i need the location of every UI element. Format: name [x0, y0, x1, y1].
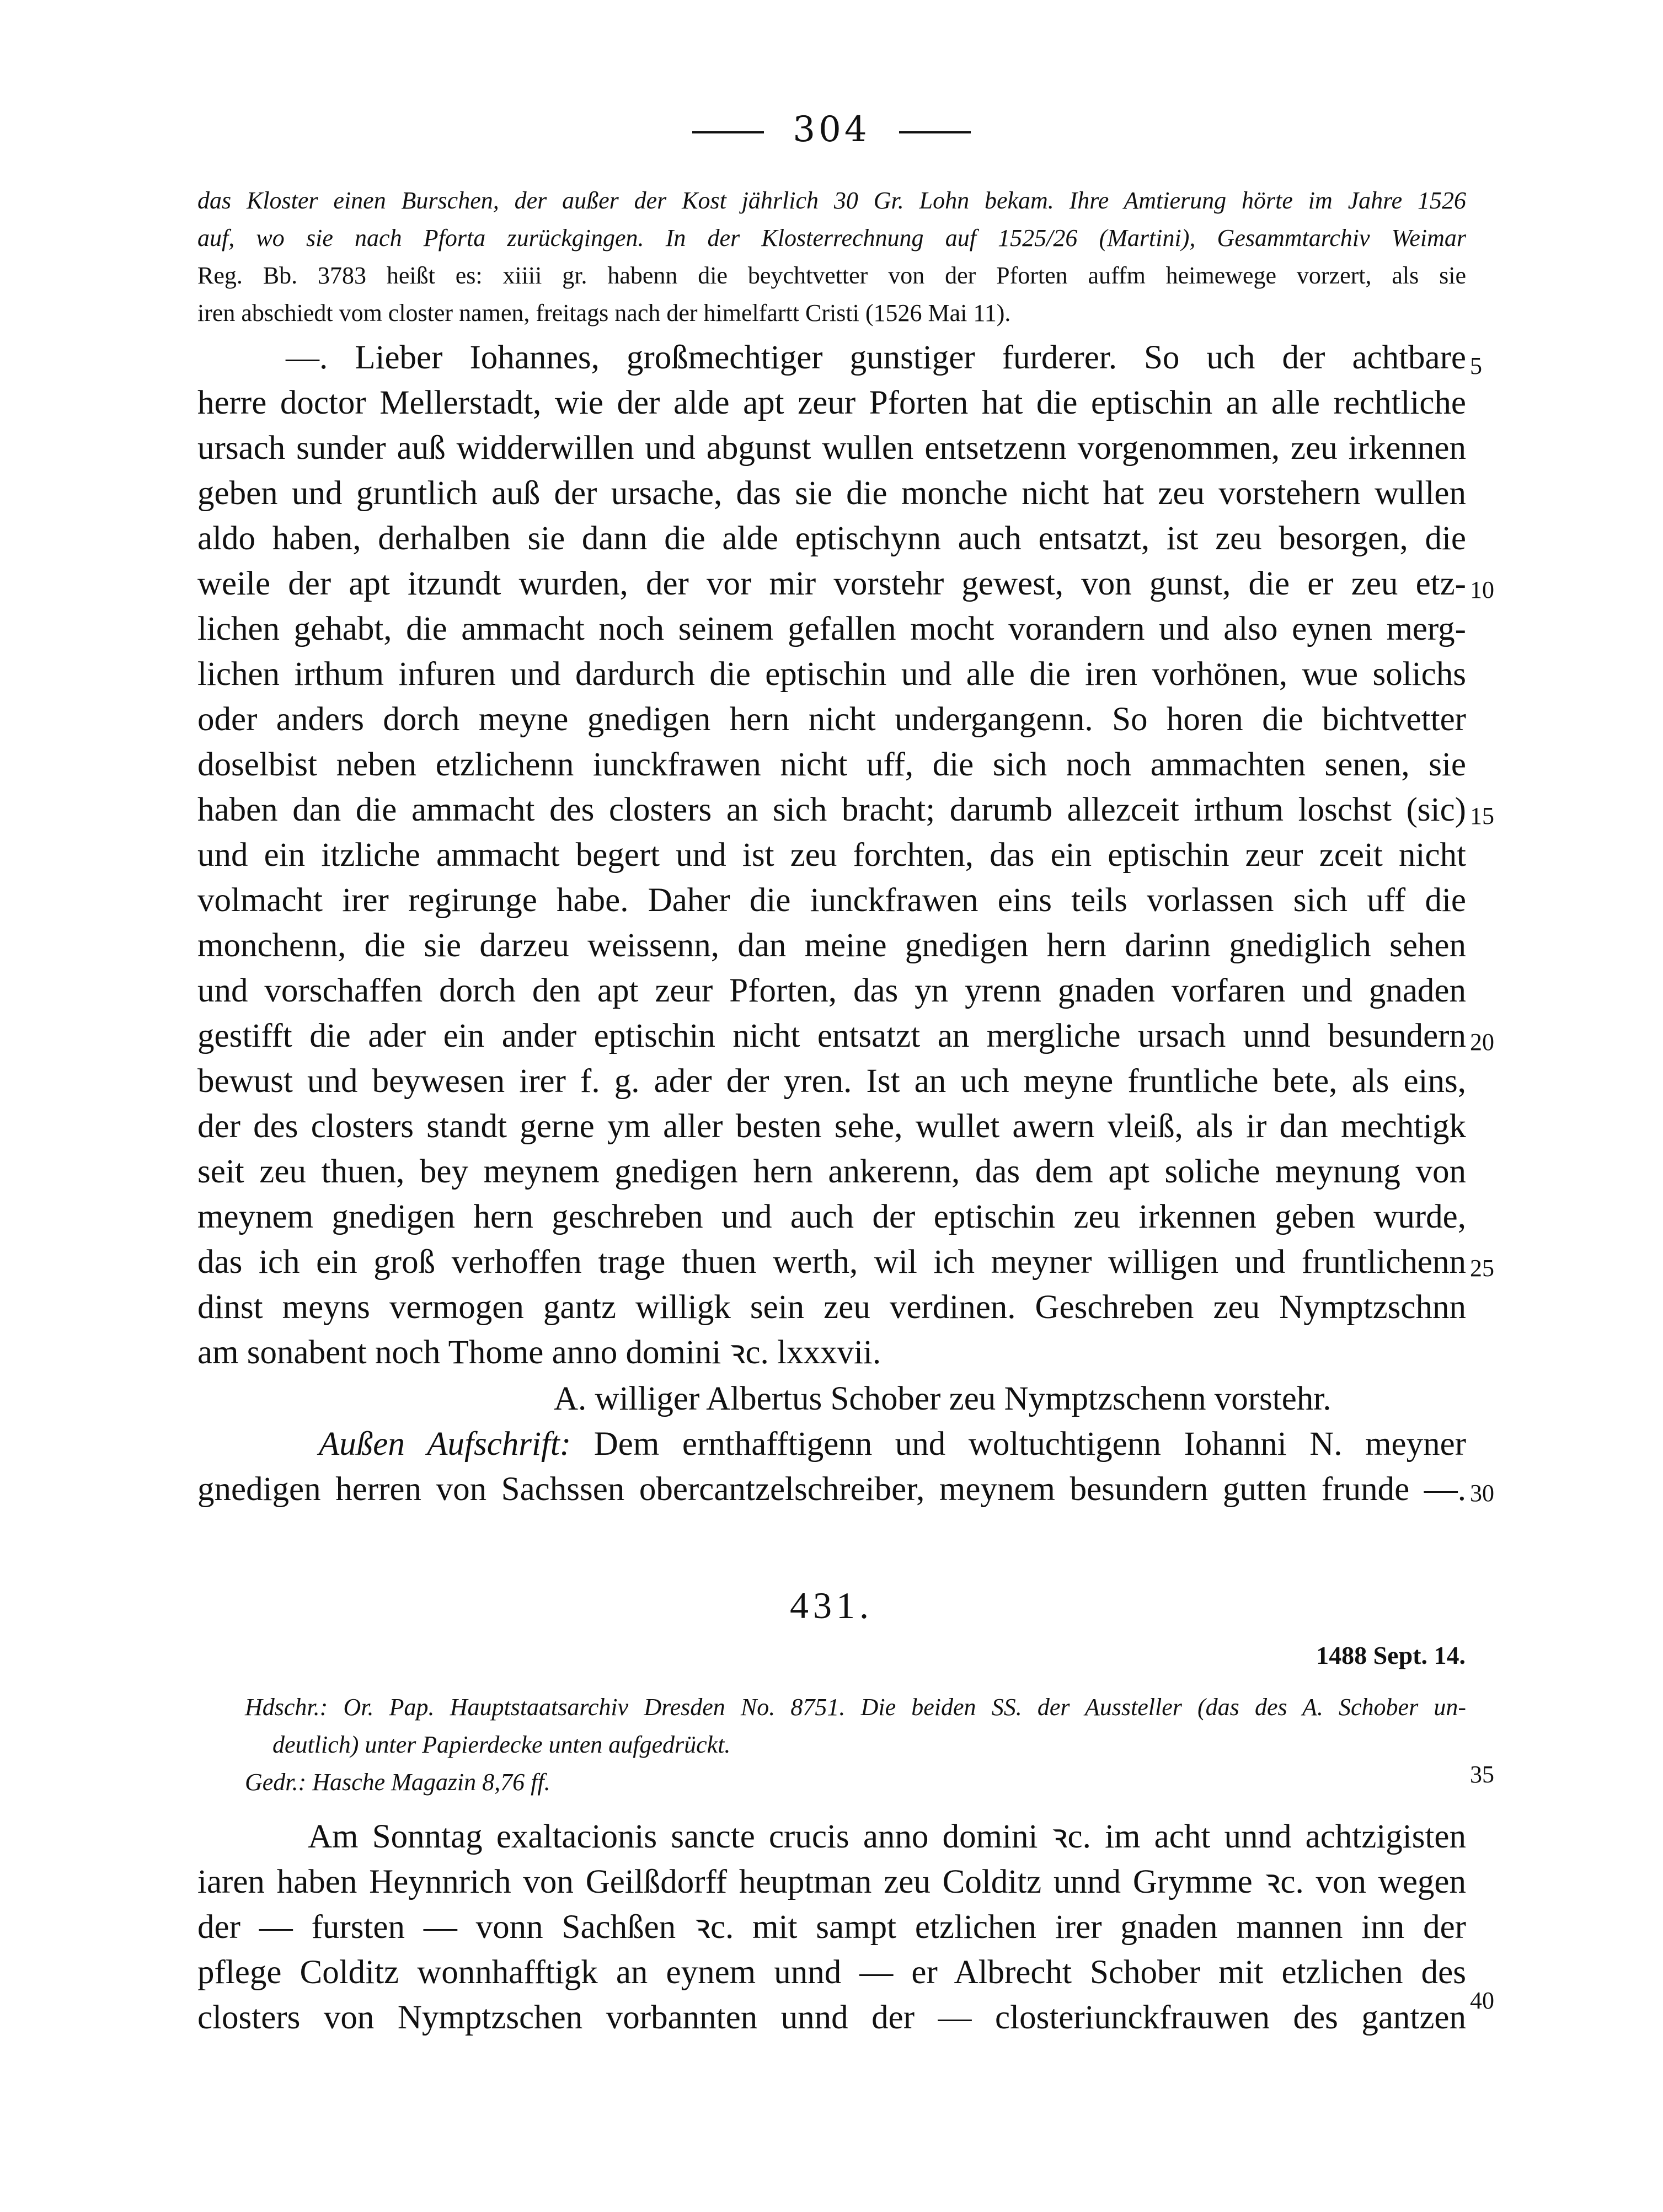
letter-line: volmacht irer regirunge habe. Daher die iunckfrawen eins teils vorlassen sich uff die: [197, 882, 1466, 919]
footnote-line: iren abschiedt vom closter namen, freitags nach der himelfartt Cristi (1526 Mai 11).: [197, 299, 1011, 326]
letter-line: weile der apt itzundt wurden, der vor mir vorstehr gewest, von gunst, die er zeu etz-: [197, 565, 1466, 602]
letter-line: seit zeu thuen, bey meynem gnedigen hern ankerenn, das dem apt soliche meynung von: [197, 1153, 1466, 1190]
document-line: closters von Nymptzschen vorbannten unnd der — closteriunckfrauwen des gantzen: [197, 1999, 1466, 2036]
margin-line-number: 40: [1470, 1987, 1494, 2014]
letter-line: der des closters standt gerne ym aller besten sehe, wullet awern vleiß, als ir dan mechtigk: [197, 1108, 1466, 1145]
source-line: Hdschr.: Or. Pap. Hauptstaatsarchiv Dresden No. 8751. Die beiden SS. der Aussteller (das des A. Schober un-: [245, 1694, 1466, 1721]
margin-line-number: 25: [1470, 1255, 1494, 1282]
document-date: 1488 Sept. 14.: [1316, 1641, 1466, 1669]
letter-line: und ein itzliche ammacht begert und ist zeu forchten, das ein eptischin zeur zceit nicht: [197, 837, 1466, 874]
letter-line: und vorschaffen dorch den apt zeur Pforten, das yn yrenn gnaden vorfaren und gnaden: [197, 972, 1466, 1009]
letter-body: [197, 335, 1466, 1375]
letter-line: gestifft die ader ein ander eptischin nicht entsatzt an mergliche ursach unnd besundern: [197, 1017, 1466, 1054]
address-line-rest: Dem ernthafftigenn und woltuchtigenn Iohanni N. meyner: [593, 1426, 1467, 1463]
page-number-dash-left: [692, 131, 764, 133]
source-line: Gedr.: Hasche Magazin 8,76 ff.: [245, 1769, 550, 1796]
address-line: [197, 1422, 1466, 1467]
letter-line: lichen gehabt, die ammacht noch seinem gefallen mocht vorandern und also eynen merg-: [197, 610, 1466, 647]
document-line: pflege Colditz wonnhafftigk an eynem unnd — er Albrecht Schober mit etzlichen des: [197, 1954, 1466, 1991]
page-number: [0, 109, 1663, 150]
margin-line-number: 30: [1470, 1480, 1494, 1507]
document-text: [197, 1814, 1466, 2040]
address-line: gnedigen herren von Sachssen obercantzelschreiber, meynem besundern gutten frunde —.: [197, 1471, 1466, 1508]
document-number: 431.: [790, 1584, 873, 1626]
footnote-block: [197, 182, 1466, 332]
letter-line: lichen irthum infuren und dardurch die eptischin und alle die iren vorhönen, wue solichs: [197, 656, 1466, 693]
margin-line-number: 20: [1470, 1029, 1494, 1056]
letter-line: am sonabent noch Thome anno domini ꝛc. lxxxvii.: [197, 1334, 881, 1371]
letter-line: herre doctor Mellerstadt, wie der alde apt zeur Pforten hat die eptischin an alle rechtliche: [197, 384, 1466, 421]
letter-line: meynem gnedigen hern geschreben und auch der eptischin zeu irkennen geben wurde,: [197, 1198, 1466, 1235]
letter-line: doselbist neben etzlichenn iunckfrawen nicht uff, die sich noch ammachten senen, sie: [197, 746, 1466, 783]
letter-line: ursach sunder auß widderwillen und abgunst wullen entsetzenn vorgenommen, zeu irkennen: [197, 430, 1466, 467]
source-notes: [245, 1689, 1466, 1801]
letter-signature: A. williger Albertus Schober zeu Nymptzschenn vorstehr.: [554, 1380, 1332, 1417]
document-line: der — fursten — vonn Sachßen ꝛc. mit sampt etzlichen irer gnaden mannen inn der: [197, 1909, 1466, 1946]
letter-line: aldo haben, derhalben sie dann die alde eptischynn auch entsatzt, ist zeu besorgen, die: [197, 520, 1466, 557]
footnote-line: Reg. Bb. 3783 heißt es: xiiii gr. habenn die beychtvetter von der Pforten auffm heimewege vorzert, als sie: [197, 262, 1466, 289]
address-block: [197, 1422, 1466, 1512]
footnote-line: auf, wo sie nach Pforta zurückgingen. In der Klosterrechnung auf 1525/26 (Martini), Gesammtarchiv Weimar: [197, 224, 1466, 251]
document-line: Am Sonntag exaltacionis sancte crucis anno domini ꝛc. im acht unnd achtzigisten: [308, 1818, 1466, 1855]
address-label: Außen Aufschrift:: [319, 1426, 571, 1463]
letter-line: geben und gruntlich auß der ursache, das sie die monche nicht hat zeu vorstehern wullen: [197, 475, 1466, 512]
letter-line: das ich ein groß verhoffen trage thuen werth, wil ich meyner willigen und fruntlichenn: [197, 1244, 1466, 1281]
source-line: deutlich) unter Papierdecke unten aufgedrückt.: [272, 1731, 731, 1758]
letter-line: haben dan die ammacht des closters an sich bracht; darumb allezceit irthum loschst (sic): [197, 791, 1466, 828]
letter-line: monchenn, die sie darzeu weissenn, dan meine gnedigen hern darinn gnediglich sehen: [197, 927, 1466, 964]
letter-line: dinst meyns vermogen gantz willigk sein zeu verdinen. Geschreben zeu Nymptzschnn: [197, 1289, 1466, 1326]
document-line: iaren haben Heynnrich von Geilßdorff heuptman zeu Colditz unnd Grymme ꝛc. von wegen: [197, 1863, 1466, 1900]
page-number-dash-right: [899, 131, 971, 133]
letter-line: oder anders dorch meyne gnedigen hern nicht undergangenn. So horen die bichtvetter: [197, 701, 1466, 738]
margin-line-number: 35: [1470, 1761, 1494, 1788]
letter-line: —. Lieber Iohannes, großmechtiger gunstiger furderer. So uch der achtbare: [286, 339, 1466, 376]
footnote-line: das Kloster einen Burschen, der außer der Kost jährlich 30 Gr. Lohn bekam. Ihre Amtierung hörte im Jahre 1526: [197, 187, 1466, 214]
margin-line-number: 10: [1470, 576, 1494, 603]
margin-line-number: 5: [1470, 352, 1482, 379]
page-number-text: 304: [793, 109, 870, 150]
margin-line-number: 15: [1470, 802, 1494, 829]
letter-line: bewust und beywesen irer f. g. ader der yren. Ist an uch meyne fruntliche bete, als eins,: [197, 1063, 1466, 1100]
